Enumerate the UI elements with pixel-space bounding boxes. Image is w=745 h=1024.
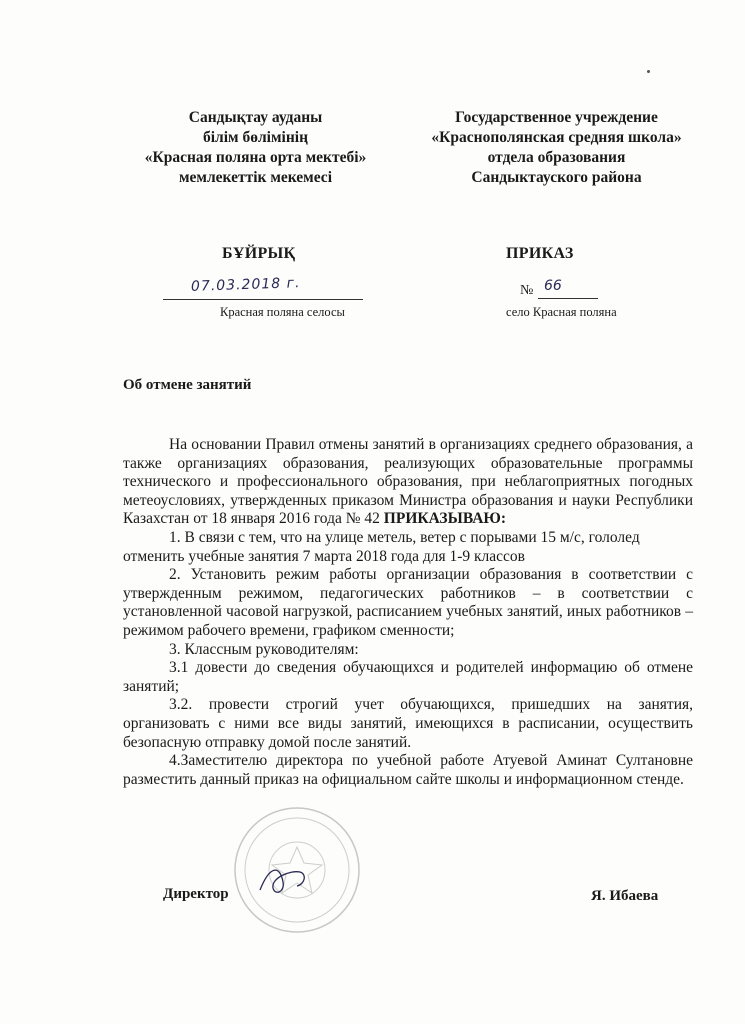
signatory-title: Директор [163, 886, 229, 902]
paragraph-3-2: 3.2. провести строгий учет обучающихся, пришедших на занятия, организовать с ними все виды занятий, имеющихся в расписании, осуществить безопасную отправку домой после занятий. [123, 696, 693, 751]
header-kazakh-line: мемлекеттік мекемесі [178, 169, 332, 186]
paragraph-intro [123, 436, 693, 529]
order-body [123, 436, 693, 789]
order-subject: Об отмене занятий [123, 377, 252, 393]
header-kazakh-line: білім бөлімінің [202, 129, 309, 146]
paragraph-1-continued: отменить учебные занятия 7 марта 2018 года для 1-9 классов [123, 547, 525, 565]
header-russian [404, 108, 709, 188]
paragraph-2: 2. Установить режим работы организации образования в соответствии с утвержденным режимом, педагогических работников – в соответствии с установленной часовой нагрузкой, расписанием учебных занятий, иных работников – режимом рабочего времени, графиком сменности; [123, 566, 693, 639]
signatory-name: Я. Ибаева [591, 888, 659, 904]
header-russian-line: «Краснополянская средняя школа» [431, 129, 682, 146]
paragraph-3: 3. Классным руководителям: [169, 640, 359, 658]
paragraph-4: 4.Заместителю директора по учебной работе Атуевой Аминат Султановне разместить данный приказ на официальном сайте школы и информационном стенде. [123, 752, 693, 788]
header-russian-line: Сандыктауского района [471, 169, 642, 186]
date-field [163, 275, 363, 300]
header-kazakh [128, 108, 383, 188]
handwritten-number: 66 [544, 278, 562, 294]
place-russian: село Красная поляна [506, 305, 617, 319]
header-kazakh-line: «Красная поляна орта мектебі» [144, 149, 367, 166]
header-kazakh-line: Сандықтау ауданы [188, 109, 323, 126]
scan-speck [647, 70, 650, 73]
number-sign: № [520, 283, 534, 298]
paragraph-3-1: 3.1 довести до сведения обучающихся и родителей информацию об отмене занятий; [123, 659, 693, 695]
doc-type-russian: ПРИКАЗ [506, 245, 574, 262]
handwritten-date: 07.03.2018 г. [190, 275, 301, 295]
order-word: ПРИКАЗЫВАЮ: [383, 510, 506, 528]
header-russian-line: отдела образования [487, 149, 626, 166]
order-number-field [520, 278, 600, 299]
number-underline [538, 298, 598, 299]
handwritten-signature [255, 860, 315, 900]
intro-text: На основании Правил отмены занятий в организациях среднего образования, а также организациях образования, реализующих образовательные программы технического и профессионального образования, при неблагоприятных погодных метеоусловиях, утвержденных приказом Министра образования и науки Республики Казахстан от 18 января 2016 года № 42 [123, 436, 693, 528]
doc-type-kazakh: БҰЙРЫҚ [222, 245, 296, 262]
paragraph-1: 1. В связи с тем, что на улице метель, ветер с порывами 15 м/с, гололед [169, 528, 640, 546]
header-russian-line: Государственное учреждение [455, 109, 658, 126]
place-kazakh: Красная поляна селосы [220, 305, 345, 319]
